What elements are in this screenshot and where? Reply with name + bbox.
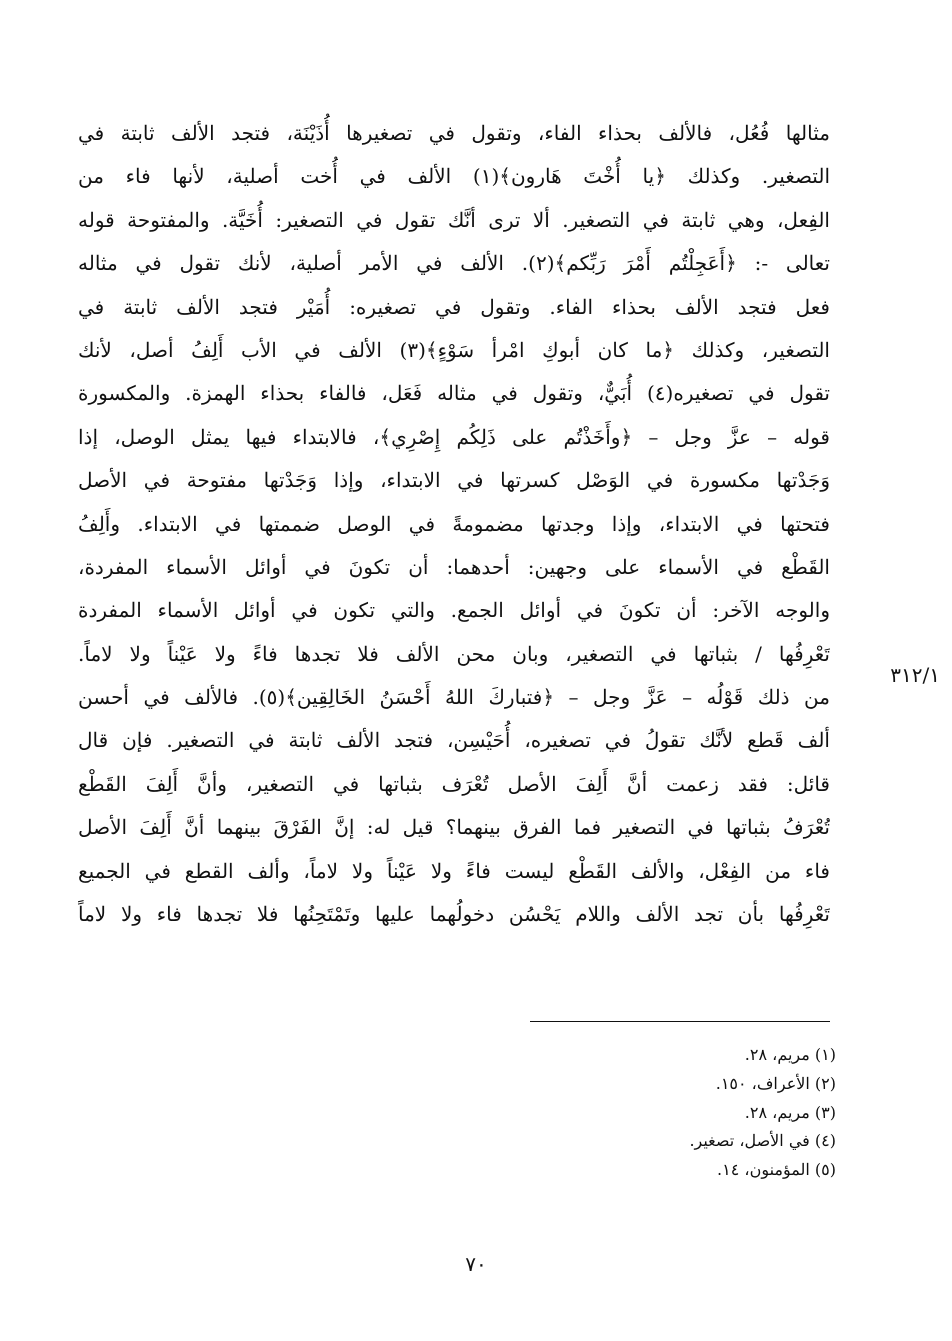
body-text [78,112,830,936]
body-line: والوجه الآخر: أن تكونَ في أوائل الجمع. والتي تكون في أوائل الأسماء المفردة [78,598,830,623]
footnote-item: (١) مريم، ٢٨. [744,1045,836,1064]
body-line: التصغير، وكذلك ﴿ما كان أبوكِ امْرأ سَوْءٍ﴾(٣) الألف في الأب أَلِفُ أصل، لأنك [78,337,830,362]
footnote-item: (٢) الأعراف، ١٥٠. [715,1073,836,1093]
body-line: الفِعل، وهي ثابتة في التصغير. ألا ترى أنَّك تقول في التصغير: أُخَيَّة. والمفتوحة قوله [78,207,830,232]
body-line: تَعْرِفُها بأن تجد الألف واللام يَحْسُن دخولُهما عليها وتَمْتَحِنُها فلا تجدها فاء ولا لاماً [78,902,830,927]
body-line: قوله – عزَّ وجل – ﴿وأَخَذْتُم على ذَلِكُم إِصْرِي﴾، فالابتداء فيها يمثل الوصل، إذا [78,424,830,449]
body-line: ألف قَطع لأنَّك تقولُ في تصغيره، أُحَيْسِن، فتجد الألف ثابتة في التصغير. فإن قال [78,728,830,753]
body-line: تَعْرِفُها / بثباتها في التصغير، وبان محن الألف فلا تجدها فاءً ولا عَيْناً ولا لاماً. [78,641,830,666]
body-line: فتحتها في الابتداء، وإذا وجدتها مضمومةً في الوصل ضممتها في الابتداء. وأَلِفُ [78,511,830,536]
page-number: ٧٠ [465,1252,487,1276]
footnote-divider [530,1021,830,1022]
body-line: تقول في تصغيره(٤) أُبَيٌّ، وتقول في مثاله فَعَل، فالفاء بحذاء الهمزة. والمكسورة [78,381,830,406]
footnote-item: (٣) مريم، ٢٨. [744,1102,836,1122]
footnote-item: (٤) في الأصل، تصغير. [689,1131,836,1151]
body-line: مثالها فُعُل، فالألف بحذاء الفاء، وتقول في تصغيرها أُذَيْنَة، فتجد الألف ثابتة في [78,121,830,145]
body-line: تُعْرَفُ بثباتها في التصغير فما الفرق بينهما؟ قيل له: إنَّ الفَرْقَ بينهما أنَّ أَلِفَ الأصل [78,815,830,840]
body-line: قائل: فقد زعمت أنَّ أَلِفَ الأصل تُعْرَف بثباتها في التصغير، وأنَّ أَلِفَ القَطْع [78,771,830,796]
body-line: التصغير. وكذلك ﴿يا أُخْتَ هَارون﴾(١) الألف في أُخت أصلية، لأنها فاء من [78,164,830,189]
footnote-item: (٥) المؤمنون، ١٤. [717,1160,836,1180]
body-line: من ذلك قَوْلُه – عَزَّ وجل – ﴿فتباركَ اللهُ أَحْسَنُ الخَالِقِين﴾(٥). فالألف في أحسن [78,685,830,710]
body-line: فاء من الفِعْل، والألف القَطْع ليست فاءً ولا عَيْناً ولا لاماً، وألف القطع في الجميع [78,858,830,883]
body-line: تعالى -: ﴿أَعَجِلْتُم أَمْرَ رَبِّكم﴾(٢). الألف في الأمر أصلية، لأنك تقول في مثاله [78,251,830,276]
body-line: فعل فتجد الألف بحذاء الفاء. وتقول في تصغيره: أُمَيْر فتجد الألف ثابتة في [78,294,830,319]
margin-page-reference: ٣١٢/١ [890,663,940,687]
footnotes [436,1041,836,1185]
body-line: وَجَدْتها مكسورة في الوَصْل كسرتها في الابتداء، وإذا وَجَدْتها مفتوحة في الأصل [78,468,830,493]
body-line: القَطْع في الأسماء على وجهين: أحدهما: أن تكونَ في أوائل الأسماء المفردة، [78,554,830,579]
